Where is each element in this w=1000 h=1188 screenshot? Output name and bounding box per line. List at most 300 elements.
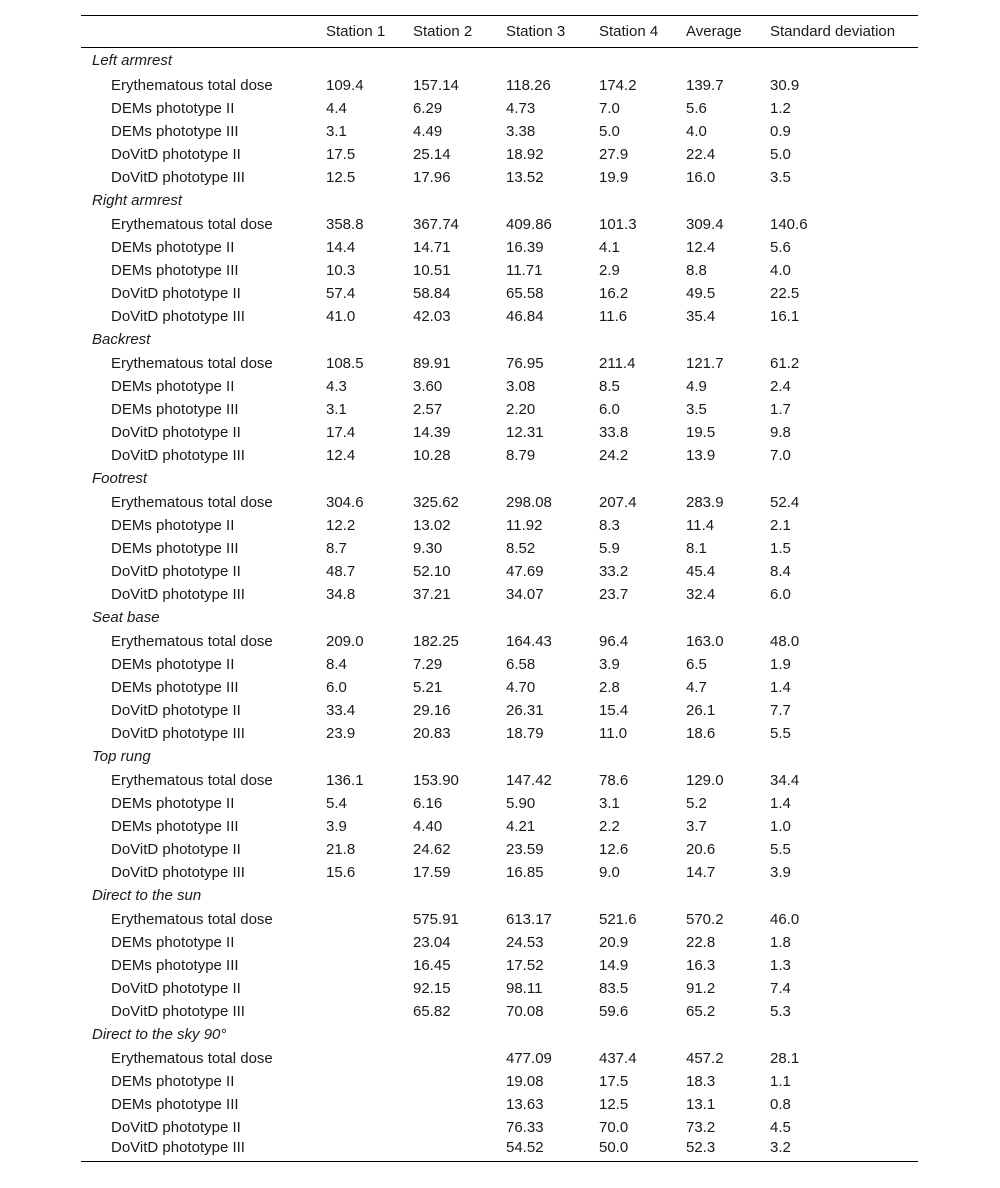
row-label: DEMs phototype II (111, 238, 235, 256)
header-cell-station-4: Station 4 (599, 23, 659, 40)
table-cell: 70.0 (599, 1118, 629, 1136)
table-cell: 209.0 (326, 632, 364, 650)
row-label: DEMs phototype II (111, 516, 235, 534)
row-label: DoVitD phototype III (111, 724, 245, 742)
row-label: Erythematous total dose (111, 493, 273, 511)
table-cell: 8.79 (506, 446, 536, 464)
table-cell: 5.5 (770, 840, 791, 858)
table-cell: 8.4 (326, 655, 347, 673)
table-row (81, 514, 918, 537)
table-row (81, 560, 918, 583)
table-cell: 16.3 (686, 956, 716, 974)
group-title: Direct to the sky 90° (92, 1026, 227, 1043)
table-cell: 4.21 (506, 817, 536, 835)
table-cell (413, 1116, 506, 1139)
table-cell: 157.14 (413, 76, 459, 94)
table-body (81, 48, 918, 1162)
table-cell: 121.7 (686, 354, 724, 372)
table-row (81, 1116, 918, 1139)
group-title: Backrest (92, 331, 151, 348)
row-label: Erythematous total dose (111, 632, 273, 650)
table-cell: 96.4 (599, 632, 629, 650)
table-cell: 48.7 (326, 562, 356, 580)
table-cell: 46.0 (770, 910, 800, 928)
table-cell: 8.3 (599, 516, 620, 534)
table-cell: 3.60 (413, 377, 443, 395)
table-cell: 83.5 (599, 979, 629, 997)
table-cell: 0.9 (770, 122, 791, 140)
table-cell: 3.1 (326, 400, 347, 418)
table-cell: 1.4 (770, 678, 791, 696)
table-cell: 24.53 (506, 933, 544, 951)
group-title: Left armrest (92, 52, 173, 70)
table-cell: 12.4 (326, 446, 356, 464)
table-cell (326, 1070, 413, 1093)
table-cell: 3.1 (326, 122, 347, 140)
table-cell: 358.8 (326, 215, 364, 233)
table-cell: 61.2 (770, 354, 800, 372)
table-cell: 5.0 (599, 122, 620, 140)
table-cell: 5.4 (326, 794, 347, 812)
table-row (81, 676, 918, 699)
row-label: DEMs phototype III (111, 817, 239, 835)
table-cell: 140.6 (770, 215, 808, 233)
table-cell: 1.7 (770, 400, 791, 418)
table-cell (326, 977, 413, 1000)
table-cell: 23.9 (326, 724, 356, 742)
table-cell: 7.7 (770, 701, 791, 719)
table-cell: 33.2 (599, 562, 629, 580)
table-row (81, 398, 918, 421)
table-cell: 18.92 (506, 145, 544, 163)
table-cell: 5.2 (686, 794, 707, 812)
table-row (81, 305, 918, 328)
table-cell: 3.9 (770, 863, 791, 881)
table-cell: 34.07 (506, 585, 544, 603)
table-cell: 11.92 (506, 516, 543, 534)
table-cell: 3.7 (686, 817, 707, 835)
table-cell: 17.59 (413, 863, 451, 881)
group-row (81, 328, 918, 352)
table-cell: 1.0 (770, 817, 791, 835)
table-cell: 4.40 (413, 817, 443, 835)
table-row (81, 259, 918, 282)
row-label: Erythematous total dose (111, 771, 273, 789)
row-label: DEMs phototype II (111, 377, 235, 395)
table-cell: 367.74 (413, 215, 459, 233)
table-row (81, 653, 918, 676)
table-cell: 10.28 (413, 446, 451, 464)
table-cell: 76.33 (506, 1118, 544, 1136)
table-cell: 6.0 (770, 585, 791, 603)
row-label: Erythematous total dose (111, 215, 273, 233)
table-cell: 17.96 (413, 168, 451, 186)
table-cell: 0.8 (770, 1095, 791, 1113)
row-label: Erythematous total dose (111, 76, 273, 94)
table-cell: 25.14 (413, 145, 451, 163)
table-cell: 2.2 (599, 817, 620, 835)
table-cell: 437.4 (599, 1049, 637, 1067)
table-cell: 14.39 (413, 423, 451, 441)
header-cell-average: Average (686, 23, 742, 40)
table-cell: 58.84 (413, 284, 451, 302)
table-cell: 29.16 (413, 701, 451, 719)
table-cell: 47.69 (506, 562, 544, 580)
table-cell: 15.6 (326, 863, 356, 881)
row-label: DEMs phototype III (111, 956, 239, 974)
table-row (81, 444, 918, 467)
table-cell: 11.4 (686, 516, 715, 534)
table-cell: 18.79 (506, 724, 544, 742)
table-cell: 16.0 (686, 168, 716, 186)
table-cell (326, 1139, 413, 1162)
table-cell: 12.31 (506, 423, 544, 441)
header-cell-label (81, 16, 326, 48)
table-row (81, 352, 918, 375)
table-cell: 45.4 (686, 562, 716, 580)
table-cell: 1.8 (770, 933, 791, 951)
row-label: DoVitD phototype II (111, 701, 241, 719)
table-cell: 3.08 (506, 377, 536, 395)
table-cell: 5.6 (770, 238, 791, 256)
table-cell: 3.5 (686, 400, 707, 418)
table-cell: 12.2 (326, 516, 356, 534)
table-cell: 54.52 (506, 1139, 544, 1157)
table-row (81, 1000, 918, 1023)
group-row (81, 606, 918, 630)
table-row (81, 282, 918, 305)
table-cell: 163.0 (686, 632, 724, 650)
table-row (81, 792, 918, 815)
table-cell: 65.82 (413, 1002, 451, 1020)
table-cell: 65.58 (506, 284, 544, 302)
table-cell: 48.0 (770, 632, 800, 650)
table-cell: 6.5 (686, 655, 707, 673)
table-container (81, 15, 918, 1162)
header-row (81, 16, 918, 48)
group-row (81, 1023, 918, 1047)
table-cell: 174.2 (599, 76, 637, 94)
table-row (81, 908, 918, 931)
table-cell: 6.0 (326, 678, 347, 696)
table-row (81, 375, 918, 398)
table-cell: 9.0 (599, 863, 620, 881)
table-cell (413, 1047, 506, 1070)
table-cell: 613.17 (506, 910, 552, 928)
table-cell: 17.52 (506, 956, 544, 974)
table-cell: 4.0 (686, 122, 707, 140)
table-cell: 70.08 (506, 1002, 544, 1020)
table-cell: 14.4 (326, 238, 356, 256)
table-row (81, 931, 918, 954)
row-label: DEMs phototype III (111, 1095, 239, 1113)
table-row (81, 977, 918, 1000)
table-cell: 42.03 (413, 307, 451, 325)
table-cell (326, 1116, 413, 1139)
table-cell: 182.25 (413, 632, 459, 650)
table-cell: 34.8 (326, 585, 356, 603)
table-cell: 5.21 (413, 678, 443, 696)
table-cell: 10.51 (413, 261, 451, 279)
row-label: DoVitD phototype II (111, 145, 241, 163)
table-row (81, 838, 918, 861)
table-cell: 136.1 (326, 771, 364, 789)
table-cell: 20.9 (599, 933, 629, 951)
table-cell: 18.3 (686, 1072, 716, 1090)
table-cell: 4.3 (326, 377, 347, 395)
table-cell: 4.4 (326, 99, 347, 117)
table-cell: 109.4 (326, 76, 364, 94)
table-cell: 4.0 (770, 261, 791, 279)
table-row (81, 166, 918, 189)
table-cell (326, 1000, 413, 1023)
table-row (81, 537, 918, 560)
table-cell: 2.8 (599, 678, 620, 696)
group-title: Footrest (92, 470, 148, 487)
table-cell: 4.5 (770, 1118, 791, 1136)
row-label: DEMs phototype III (111, 122, 239, 140)
row-label: DEMs phototype II (111, 99, 235, 117)
table-cell: 14.71 (413, 238, 451, 256)
table-cell (326, 1047, 413, 1070)
table-row (81, 143, 918, 166)
table-cell: 164.43 (506, 632, 552, 650)
table-cell (326, 954, 413, 977)
table-cell: 139.7 (686, 76, 724, 94)
table-cell: 24.2 (599, 446, 629, 464)
row-label: DoVitD phototype II (111, 979, 241, 997)
group-row (81, 48, 918, 74)
row-label: Erythematous total dose (111, 1049, 273, 1067)
table-cell: 12.6 (599, 840, 629, 858)
table-cell: 22.8 (686, 933, 716, 951)
table-cell: 5.3 (770, 1002, 791, 1020)
table-cell: 5.9 (599, 539, 620, 557)
group-row (81, 884, 918, 908)
table-cell: 52.3 (686, 1139, 716, 1157)
table-cell: 13.52 (506, 168, 544, 186)
table-cell: 521.6 (599, 910, 637, 928)
row-label: DEMs phototype II (111, 794, 235, 812)
table-row (81, 699, 918, 722)
table-cell: 89.91 (413, 354, 451, 372)
table-cell: 1.4 (770, 794, 791, 812)
table-cell: 14.7 (686, 863, 716, 881)
table-cell: 2.57 (413, 400, 443, 418)
table-cell: 5.0 (770, 145, 791, 163)
row-label: Erythematous total dose (111, 354, 273, 372)
table-cell: 37.21 (413, 585, 451, 603)
table-cell: 14.9 (599, 956, 629, 974)
table-cell: 118.26 (506, 76, 551, 94)
table-row (81, 861, 918, 884)
table-cell: 16.39 (506, 238, 544, 256)
table-cell: 35.4 (686, 307, 716, 325)
header-cell-station-1: Station 1 (326, 23, 386, 40)
table-cell: 33.8 (599, 423, 629, 441)
group-title: Seat base (92, 609, 160, 626)
row-label: DoVitD phototype III (111, 585, 245, 603)
table-cell: 49.5 (686, 284, 716, 302)
table-cell: 5.5 (770, 724, 791, 742)
header-cell-standard-deviation: Standard deviation (770, 23, 896, 40)
table-cell (413, 1070, 506, 1093)
table-row (81, 120, 918, 143)
group-title: Top rung (92, 748, 151, 765)
table-cell: 32.4 (686, 585, 716, 603)
table-cell: 7.4 (770, 979, 791, 997)
table-cell (326, 908, 413, 931)
table-cell: 17.4 (326, 423, 356, 441)
table-cell: 108.5 (326, 354, 364, 372)
table-cell: 65.2 (686, 1002, 716, 1020)
table-cell: 50.0 (599, 1139, 629, 1157)
table-cell: 23.7 (599, 585, 629, 603)
row-label: DoVitD phototype III (111, 1139, 245, 1157)
table-cell: 12.4 (686, 238, 716, 256)
table-cell: 4.7 (686, 678, 707, 696)
table-cell: 6.58 (506, 655, 536, 673)
table-cell: 16.45 (413, 956, 451, 974)
table-cell: 16.1 (770, 307, 800, 325)
table-cell: 23.59 (506, 840, 544, 858)
table-cell (413, 1139, 506, 1162)
group-title: Right armrest (92, 192, 183, 209)
table-cell: 457.2 (686, 1049, 724, 1067)
table-cell: 304.6 (326, 493, 364, 511)
table-cell: 13.63 (506, 1095, 544, 1113)
table-cell: 6.16 (413, 794, 443, 812)
row-label: DoVitD phototype III (111, 168, 245, 186)
table-cell (326, 1093, 413, 1116)
table-cell: 309.4 (686, 215, 724, 233)
table-row (81, 815, 918, 838)
data-table (81, 15, 918, 1162)
table-cell: 3.1 (599, 794, 620, 812)
table-cell: 73.2 (686, 1118, 716, 1136)
row-label: DEMs phototype II (111, 933, 235, 951)
table-cell: 298.08 (506, 493, 552, 511)
table-cell: 1.9 (770, 655, 791, 673)
table-cell: 3.38 (506, 122, 536, 140)
table-cell: 207.4 (599, 493, 637, 511)
group-row (81, 745, 918, 769)
table-cell: 30.9 (770, 76, 800, 94)
table-cell: 153.90 (413, 771, 459, 789)
table-cell: 7.0 (770, 446, 791, 464)
row-label: DEMs phototype III (111, 539, 239, 557)
table-cell: 76.95 (506, 354, 544, 372)
table-cell: 28.1 (770, 1049, 800, 1067)
table-cell: 19.08 (506, 1072, 544, 1090)
table-cell: 4.73 (506, 99, 536, 117)
table-cell: 3.5 (770, 168, 791, 186)
table-cell: 78.6 (599, 771, 629, 789)
table-cell: 27.9 (599, 145, 629, 163)
table-row (81, 74, 918, 97)
table-cell: 1.5 (770, 539, 791, 557)
table-cell: 3.9 (599, 655, 620, 673)
table-cell: 570.2 (686, 910, 724, 928)
table-cell: 6.0 (599, 400, 620, 418)
table-cell: 211.4 (599, 354, 636, 372)
table-cell: 4.1 (599, 238, 620, 256)
table-cell: 13.02 (413, 516, 451, 534)
table-cell: 2.1 (770, 516, 791, 534)
table-cell: 129.0 (686, 771, 724, 789)
table-cell (326, 931, 413, 954)
table-cell: 7.0 (599, 99, 620, 117)
table-cell: 24.62 (413, 840, 451, 858)
table-cell: 1.2 (770, 99, 791, 117)
table-cell: 17.5 (599, 1072, 629, 1090)
table-cell: 5.6 (686, 99, 707, 117)
table-cell: 9.30 (413, 539, 443, 557)
table-cell: 11.71 (506, 261, 543, 279)
row-label: DoVitD phototype II (111, 423, 241, 441)
table-cell: 10.3 (326, 261, 356, 279)
table-row (81, 1070, 918, 1093)
table-row (81, 97, 918, 120)
header-cell-station-2: Station 2 (413, 23, 473, 40)
table-cell: 15.4 (599, 701, 629, 719)
table-cell: 3.2 (770, 1139, 791, 1157)
table-cell: 147.42 (506, 771, 552, 789)
table-cell: 1.3 (770, 956, 791, 974)
row-label: DoVitD phototype III (111, 307, 245, 325)
table-cell: 33.4 (326, 701, 356, 719)
table-cell: 18.6 (686, 724, 716, 742)
row-label: DoVitD phototype II (111, 1118, 241, 1136)
table-row (81, 236, 918, 259)
table-row (81, 722, 918, 745)
table-cell: 26.31 (506, 701, 544, 719)
table-row (81, 1093, 918, 1116)
table-cell: 26.1 (686, 701, 716, 719)
table-cell: 92.15 (413, 979, 451, 997)
table-cell: 2.9 (599, 261, 620, 279)
table-cell: 23.04 (413, 933, 451, 951)
table-row (81, 630, 918, 653)
table-cell: 20.83 (413, 724, 451, 742)
table-cell: 19.5 (686, 423, 716, 441)
table-cell: 2.20 (506, 400, 536, 418)
row-label: DEMs phototype III (111, 400, 239, 418)
table-cell: 34.4 (770, 771, 800, 789)
table-cell: 409.86 (506, 215, 552, 233)
row-label: Erythematous total dose (111, 910, 273, 928)
table-cell: 8.5 (599, 377, 620, 395)
table-cell: 91.2 (686, 979, 716, 997)
table-cell: 101.3 (599, 215, 637, 233)
row-label: DEMs phototype III (111, 261, 239, 279)
table-cell: 46.84 (506, 307, 544, 325)
table-cell: 52.4 (770, 493, 800, 511)
row-label: DoVitD phototype III (111, 446, 245, 464)
row-label: DEMs phototype II (111, 655, 235, 673)
table-row (81, 1139, 918, 1162)
table-cell: 41.0 (326, 307, 356, 325)
table-cell: 16.85 (506, 863, 544, 881)
row-label: DEMs phototype II (111, 1072, 235, 1090)
row-label: DoVitD phototype III (111, 863, 245, 881)
table-cell: 16.2 (599, 284, 629, 302)
table-cell: 11.6 (599, 307, 628, 325)
table-cell: 8.52 (506, 539, 536, 557)
table-cell: 20.6 (686, 840, 716, 858)
table-cell: 21.8 (326, 840, 356, 858)
group-row (81, 189, 918, 213)
